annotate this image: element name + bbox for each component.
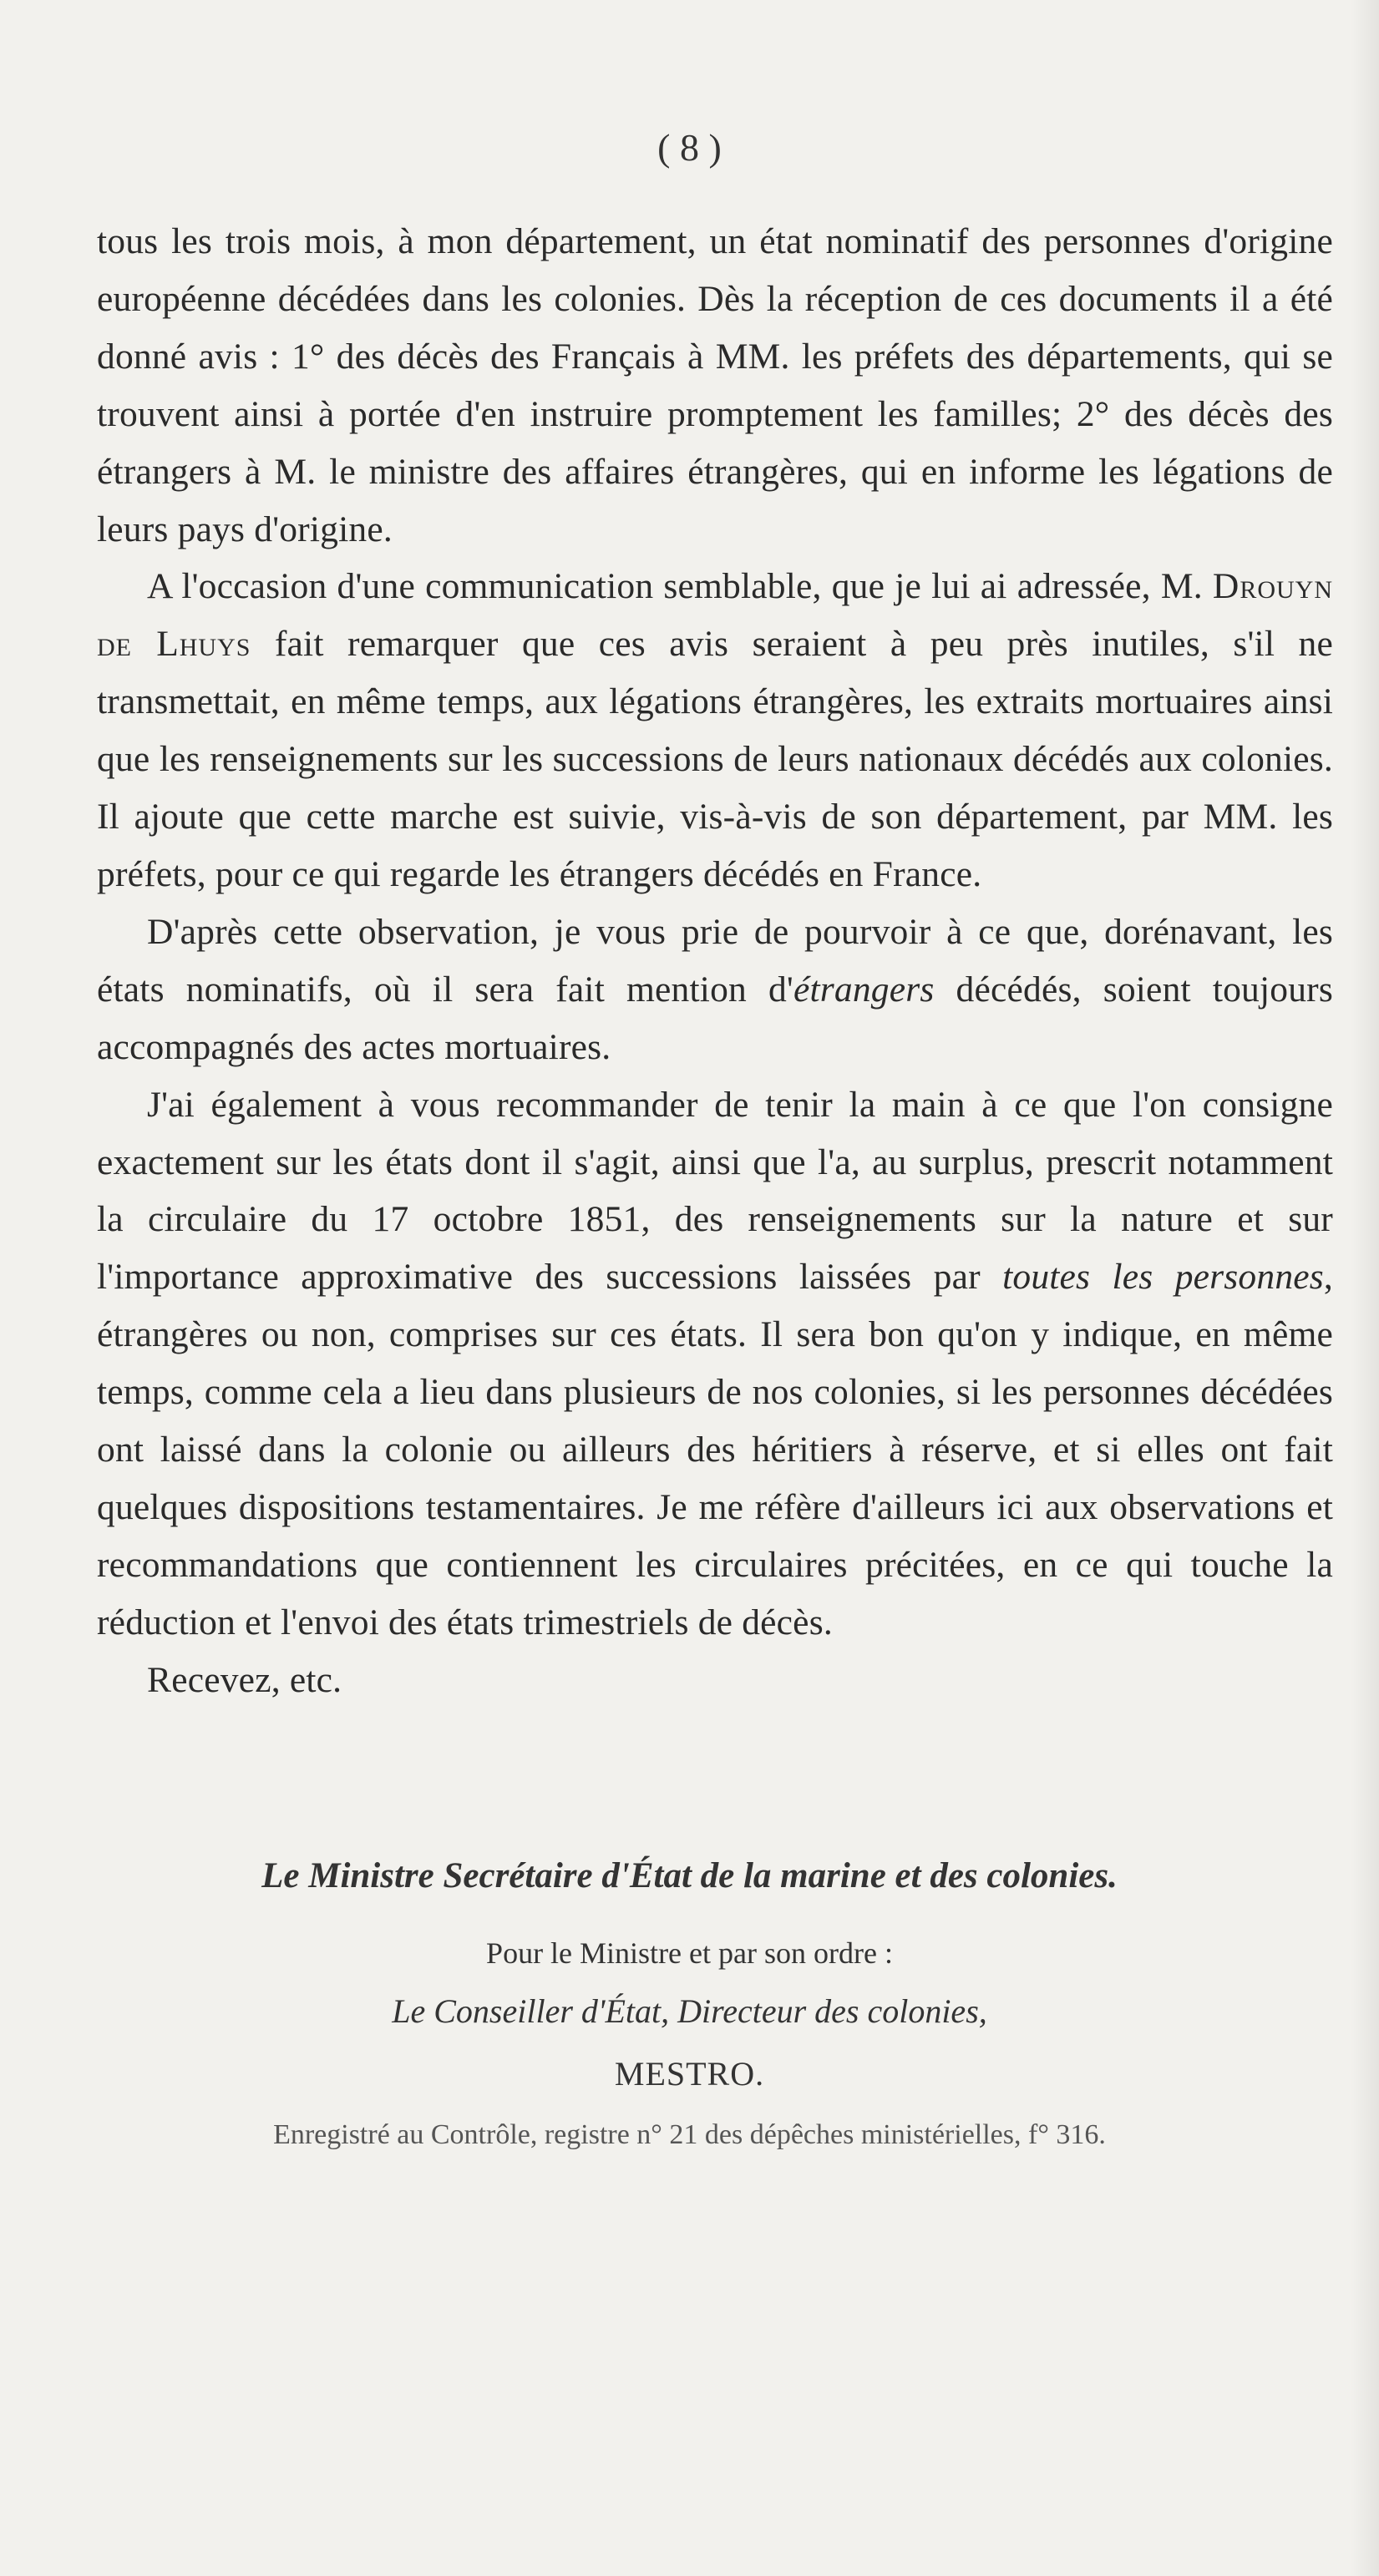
italic-etrangers: étrangers [793,969,935,1010]
minister-name: Drouyn de Lhuys [97,566,1333,665]
paragraph-2-start: A l'occasion d'une communication semblable, que je lui ai adressée, M. [147,566,1213,607]
paragraph-3-start: D'après cette observation, je vous prie de pourvoir à ce que, dorénavant, les états nominatifs, où il sera fait mention d' [97,911,1333,1010]
letter-body [97,213,1333,1709]
paragraph-3 [97,903,1333,1076]
paragraph-2-end: fait remarquer que ces avis seraient à peu près inutiles, s'il ne transmettait, en même temps, aux légations étrangères, les extraits mortuaires ainsi que les renseignements sur les successions de leurs nationaux décédés aux colonies. Il ajoute que cette marche est suivie, vis-à-vis de son département, par MM. les préfets, pour ce qui regarde les étrangers décédés en France. [97,624,1333,894]
paragraph-3-end: décédés, soient toujours accompagnés des actes mortuaires. [97,969,1333,1067]
minister-title: Le Ministre Secrétaire d'État de la marine et des colonies. [261,1856,1118,1895]
signatory-name: MESTRO. [614,2055,765,2093]
order-line: Pour le Ministre et par son ordre : [486,1936,893,1970]
page-number: ( 8 ) [657,126,722,169]
italic-toutes-les-personnes: toutes les personnes [1002,1257,1324,1298]
paragraph-4 [97,1076,1333,1652]
closing-formula: Recevez, etc. [147,1659,342,1700]
paragraph-4-end: , étrangères ou non, comprises sur ces états. Il sera bon qu'on y indique, en même temps, comme cela a lieu dans plusieurs de nos colonies, si les personnes décédées ont laissé dans la colonie ou ailleurs des héritiers à réserve, et si elles ont fait quelques dispositions testamentaires. Je me réfère d'ailleurs ici aux observations et recommandations que contiennent les circulaires précitées, en ce qui touche la réduction et l'envoi des états trimestriels de décès. [97,1257,1333,1642]
page-edge-shadow [1351,0,1379,2576]
paragraph-2 [97,558,1333,903]
registration-note: Enregistré au Contrôle, registre n° 21 des dépêches ministérielles, f° 316. [273,2119,1106,2150]
paragraph-4-start: J'ai également à vous recommander de tenir la main à ce que l'on consigne exactement sur les états dont il s'agit, ainsi que l'a, au surplus, prescrit notamment la circulaire du 17 octobre 1851, des renseignements sur la nature et sur l'importance approximative des successions laissées par [97,1084,1333,1298]
paragraph-1: tous les trois mois, à mon département, un état nominatif des personnes d'origine européenne décédées dans les colonies. Dès la réception de ces documents il a été donné avis : 1° des décès des Français à MM. les préfets des départements, qui se trouvent ainsi à portée d'en instruire promptement les familles; 2° des décès des étrangers à M. le ministre des affaires étrangères, qui en informe les légations de leurs pays d'origine. [97,221,1333,549]
conseiller-title: Le Conseiller d'État, Directeur des colonies, [392,1992,987,2030]
